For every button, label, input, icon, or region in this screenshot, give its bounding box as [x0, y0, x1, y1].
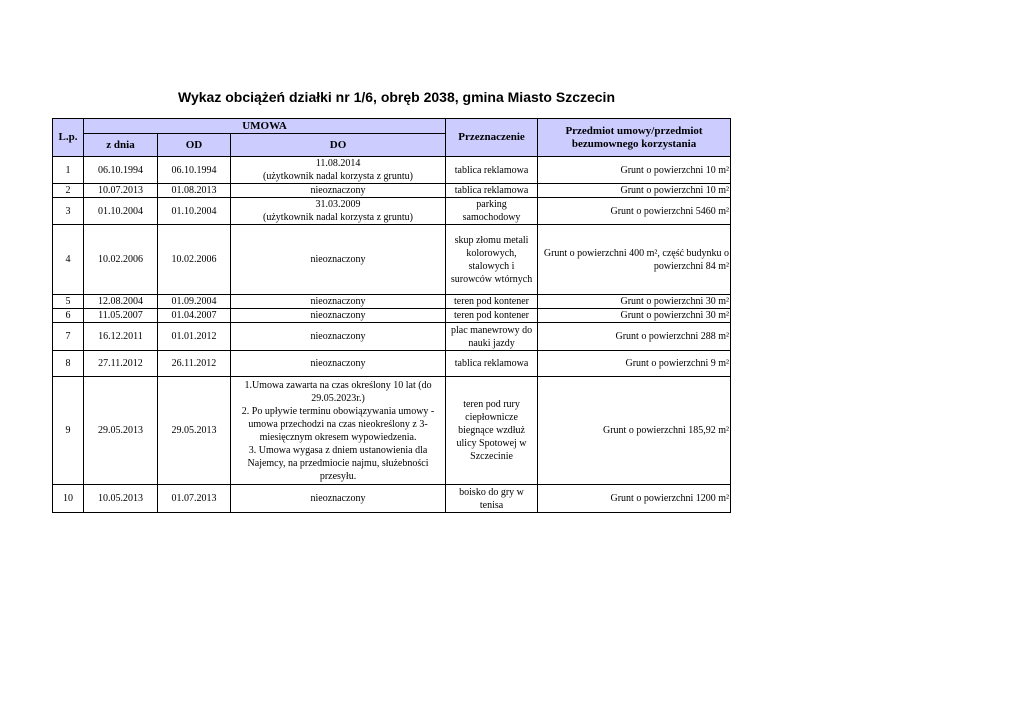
cell-przedmiot: Grunt o powierzchni 400 m², część budynku o powierzchni 84 m²	[538, 225, 731, 295]
cell-z-dnia: 10.02.2006	[84, 225, 158, 295]
cell-lp: 1	[53, 157, 84, 184]
cell-lp: 10	[53, 485, 84, 513]
cell-przedmiot: Grunt o powierzchni 10 m²	[538, 157, 731, 184]
encumbrance-table	[52, 118, 731, 513]
cell-do: 31.03.2009 (użytkownik nadal korzysta z gruntu)	[231, 198, 446, 225]
cell-lp: 6	[53, 309, 84, 323]
cell-przeznaczenie: tablica reklamowa	[446, 351, 538, 377]
table-row	[53, 198, 731, 225]
cell-od: 26.11.2012	[158, 351, 231, 377]
cell-przeznaczenie: skup złomu metali kolorowych, stalowych i surowców wtórnych	[446, 225, 538, 295]
cell-do: nieoznaczony	[231, 485, 446, 513]
cell-z-dnia: 10.07.2013	[84, 184, 158, 198]
cell-z-dnia: 29.05.2013	[84, 377, 158, 485]
table-row	[53, 225, 731, 295]
table-row	[53, 295, 731, 309]
cell-z-dnia: 16.12.2011	[84, 323, 158, 351]
cell-od: 01.08.2013	[158, 184, 231, 198]
cell-przeznaczenie: teren pod rury ciepłownicze biegnące wzdłuż ulicy Spotowej w Szczecinie	[446, 377, 538, 485]
cell-od: 01.07.2013	[158, 485, 231, 513]
header-przeznaczenie: Przeznaczenie	[446, 119, 538, 157]
cell-przedmiot: Grunt o powierzchni 9 m²	[538, 351, 731, 377]
cell-do: nieoznaczony	[231, 351, 446, 377]
cell-do: 1.Umowa zawarta na czas określony 10 lat (do 29.05.2023r.) 2. Po upływie terminu obowiązywania umowy - umowa przechodzi na czas nieokreślony z 3-miesięcznym okresem wypowiedzenia. 3. Umowa wygasa z dniem ustanowienia dla Najemcy, na przedmiocie najmu, służebności przesyłu.	[231, 377, 446, 485]
cell-przeznaczenie: teren pod kontener	[446, 309, 538, 323]
table-body	[53, 157, 731, 513]
header-z-dnia: z dnia	[84, 134, 158, 157]
cell-przedmiot: Grunt o powierzchni 185,92 m²	[538, 377, 731, 485]
cell-przeznaczenie: tablica reklamowa	[446, 157, 538, 184]
cell-od: 01.01.2012	[158, 323, 231, 351]
cell-przeznaczenie: tablica reklamowa	[446, 184, 538, 198]
cell-od: 06.10.1994	[158, 157, 231, 184]
header-przedmiot: Przedmiot umowy/przedmiot bezumownego korzystania	[538, 119, 731, 157]
table-row	[53, 323, 731, 351]
cell-lp: 3	[53, 198, 84, 225]
cell-przeznaczenie: plac manewrowy do nauki jazdy	[446, 323, 538, 351]
cell-do: nieoznaczony	[231, 323, 446, 351]
cell-przedmiot: Grunt o powierzchni 30 m²	[538, 309, 731, 323]
cell-przedmiot: Grunt o powierzchni 30 m²	[538, 295, 731, 309]
cell-z-dnia: 12.08.2004	[84, 295, 158, 309]
cell-przedmiot: Grunt o powierzchni 1200 m²	[538, 485, 731, 513]
cell-od: 29.05.2013	[158, 377, 231, 485]
table-row	[53, 351, 731, 377]
cell-do: nieoznaczony	[231, 225, 446, 295]
header-lp: L.p.	[53, 119, 84, 157]
cell-do: nieoznaczony	[231, 309, 446, 323]
cell-przedmiot: Grunt o powierzchni 288 m²	[538, 323, 731, 351]
table-row	[53, 157, 731, 184]
table-row	[53, 309, 731, 323]
cell-z-dnia: 10.05.2013	[84, 485, 158, 513]
cell-od: 01.09.2004	[158, 295, 231, 309]
cell-lp: 7	[53, 323, 84, 351]
table-row	[53, 377, 731, 485]
cell-od: 01.04.2007	[158, 309, 231, 323]
cell-od: 01.10.2004	[158, 198, 231, 225]
cell-lp: 9	[53, 377, 84, 485]
cell-do: 11.08.2014 (użytkownik nadal korzysta z gruntu)	[231, 157, 446, 184]
cell-lp: 8	[53, 351, 84, 377]
cell-przeznaczenie: boisko do gry w tenisa	[446, 485, 538, 513]
cell-lp: 4	[53, 225, 84, 295]
page-title: Wykaz obciążeń działki nr 1/6, obręb 2038, gmina Miasto Szczecin	[178, 89, 616, 105]
cell-do: nieoznaczony	[231, 295, 446, 309]
cell-przedmiot: Grunt o powierzchni 10 m²	[538, 184, 731, 198]
header-do: DO	[231, 134, 446, 157]
table-row	[53, 184, 731, 198]
table-row	[53, 485, 731, 513]
cell-do: nieoznaczony	[231, 184, 446, 198]
cell-przeznaczenie: parking samochodowy	[446, 198, 538, 225]
header-umowa: UMOWA	[84, 119, 446, 134]
cell-od: 10.02.2006	[158, 225, 231, 295]
cell-lp: 5	[53, 295, 84, 309]
cell-z-dnia: 01.10.2004	[84, 198, 158, 225]
cell-przedmiot: Grunt o powierzchni 5460 m²	[538, 198, 731, 225]
header-od: OD	[158, 134, 231, 157]
cell-lp: 2	[53, 184, 84, 198]
cell-przeznaczenie: teren pod kontener	[446, 295, 538, 309]
cell-z-dnia: 06.10.1994	[84, 157, 158, 184]
cell-z-dnia: 11.05.2007	[84, 309, 158, 323]
cell-z-dnia: 27.11.2012	[84, 351, 158, 377]
